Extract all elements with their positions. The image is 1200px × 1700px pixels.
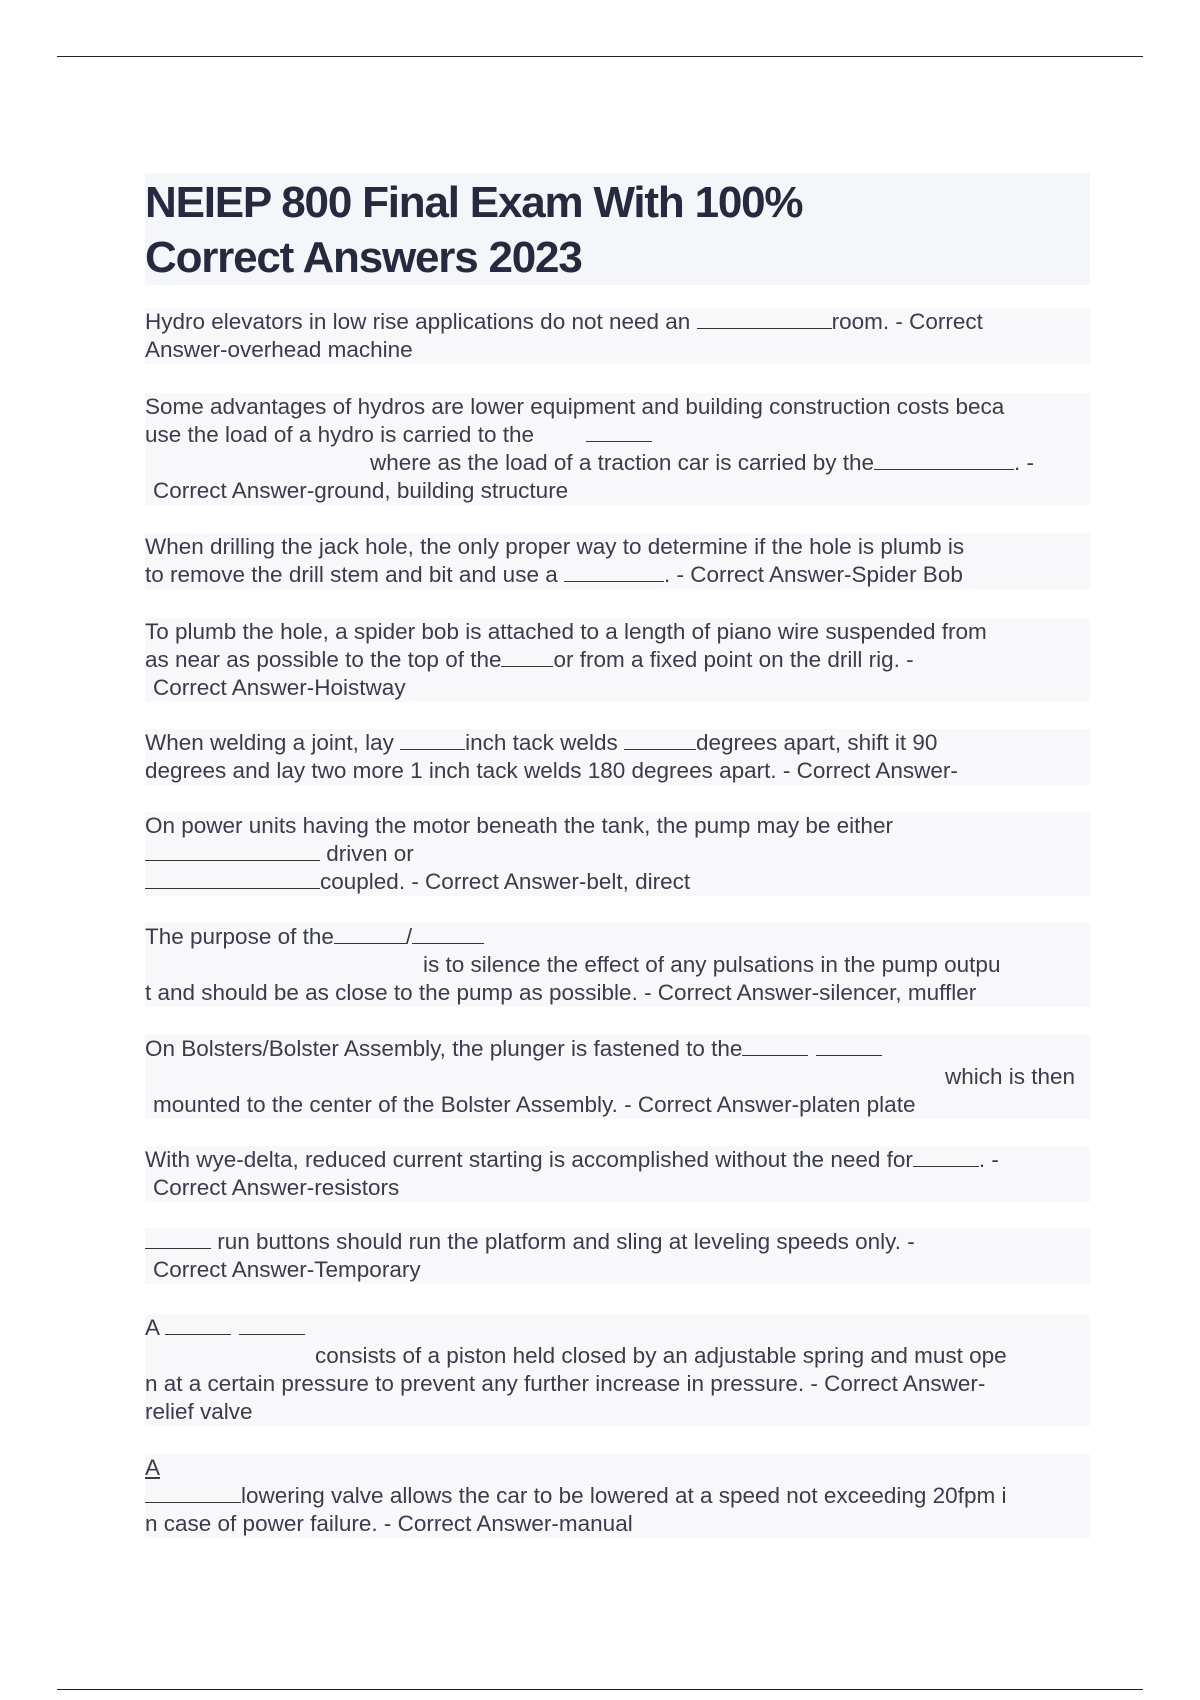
answer-blank <box>624 729 696 750</box>
question-text: is to silence the effect of any pulsations in the pump outpu <box>423 952 1001 977</box>
question-11 <box>145 1314 1090 1426</box>
question-text: . - <box>978 1147 999 1172</box>
question-text: A <box>145 1455 161 1480</box>
question-text: Correct Answer-Hoistway <box>153 675 406 700</box>
question-text: lowering valve allows the car to be lowered at a speed not exceeding 20fpm i <box>241 1483 1007 1508</box>
question-9 <box>145 1146 1090 1202</box>
answer-blank <box>697 308 832 329</box>
answer-blank <box>501 646 553 667</box>
answer-blank <box>564 561 664 582</box>
question-text: To plumb the hole, a spider bob is attached to a length of piano wire suspended from <box>145 619 987 644</box>
answer-blank <box>145 868 320 889</box>
question-text: n at a certain pressure to prevent any further increase in pressure. - Correct Answer- <box>145 1371 986 1396</box>
answer-blank <box>145 1228 211 1249</box>
answer-blank <box>145 840 320 861</box>
question-text: consists of a piston held closed by an adjustable spring and must ope <box>315 1343 1007 1368</box>
question-7 <box>145 923 1090 1007</box>
question-text: Answer-overhead machine <box>145 337 413 362</box>
answer-blank <box>586 421 652 442</box>
question-8 <box>145 1035 1090 1119</box>
question-text: to remove the drill stem and bit and use a <box>145 562 564 587</box>
question-6 <box>145 812 1090 896</box>
page-title <box>145 175 802 285</box>
question-text: . - Correct Answer-Spider Bob <box>663 562 963 587</box>
question-text: A <box>145 1315 166 1340</box>
question-text: coupled. - Correct Answer-belt, direct <box>320 869 691 894</box>
question-text: Some advantages of hydros are lower equipment and building construction costs beca <box>145 394 1005 419</box>
question-4 <box>145 618 1090 702</box>
question-3 <box>145 533 1090 589</box>
answer-blank <box>816 1035 882 1056</box>
question-text: When drilling the jack hole, the only proper way to determine if the hole is plumb is <box>145 534 965 559</box>
question-text: On power units having the motor beneath the tank, the pump may be either <box>145 813 893 838</box>
answer-blank <box>400 729 465 750</box>
answer-blank <box>913 1146 979 1167</box>
question-text: which is then <box>945 1064 1076 1089</box>
answer-blank <box>165 1314 231 1335</box>
question-text: The purpose of the <box>145 924 334 949</box>
title-line-1: NEIEP 800 Final Exam With 100% <box>145 178 803 227</box>
title-line-2: Correct Answers 2023 <box>145 233 582 282</box>
question-text: When welding a joint, lay <box>145 730 401 755</box>
question-5 <box>145 729 1090 785</box>
question-text: relief valve <box>145 1399 253 1424</box>
top-rule <box>57 56 1143 57</box>
question-text: as near as possible to the top of the <box>145 647 502 672</box>
question-text: t and should be as close to the pump as possible. - Correct Answer-silencer, muffler <box>145 980 977 1005</box>
question-text: degrees apart, shift it 90 <box>695 730 938 755</box>
bottom-rule <box>57 1689 1143 1690</box>
question-text: mounted to the center of the Bolster Assembly. - Correct Answer-platen plate <box>153 1092 916 1117</box>
question-text: On Bolsters/Bolster Assembly, the plunger is fastened to the <box>145 1036 743 1061</box>
question-text: room. - Correct <box>831 309 983 334</box>
answer-blank <box>334 923 406 944</box>
question-text: use the load of a hydro is carried to the <box>145 422 534 447</box>
title-block <box>145 173 1090 285</box>
answer-blank <box>742 1035 808 1056</box>
question-text: inch tack welds <box>465 730 624 755</box>
question-text: Correct Answer-ground, building structure <box>153 478 569 503</box>
question-text: run buttons should run the platform and sling at leveling speeds only. - <box>211 1229 915 1254</box>
question-text: . - <box>1014 450 1035 475</box>
question-text: With wye-delta, reduced current starting is accomplished without the need for <box>145 1147 913 1172</box>
answer-blank <box>145 1482 241 1503</box>
question-2 <box>145 393 1090 505</box>
question-1 <box>145 308 1090 364</box>
question-text: where as the load of a traction car is carried by the <box>370 450 875 475</box>
question-10 <box>145 1228 1090 1284</box>
question-text: or from a fixed point on the drill rig. - <box>553 647 914 672</box>
question-text: Hydro elevators in low rise applications do not need an <box>145 309 697 334</box>
question-text: Correct Answer-Temporary <box>153 1257 421 1282</box>
question-text: / <box>405 924 413 949</box>
answer-blank <box>239 1314 305 1335</box>
question-text: driven or <box>320 841 414 866</box>
question-12 <box>145 1454 1090 1538</box>
answer-blank <box>412 923 484 944</box>
question-text: n case of power failure. - Correct Answer-manual <box>145 1511 633 1536</box>
question-text: degrees and lay two more 1 inch tack welds 180 degrees apart. - Correct Answer- <box>145 758 958 783</box>
question-text: Correct Answer-resistors <box>153 1175 400 1200</box>
answer-blank <box>874 449 1014 470</box>
